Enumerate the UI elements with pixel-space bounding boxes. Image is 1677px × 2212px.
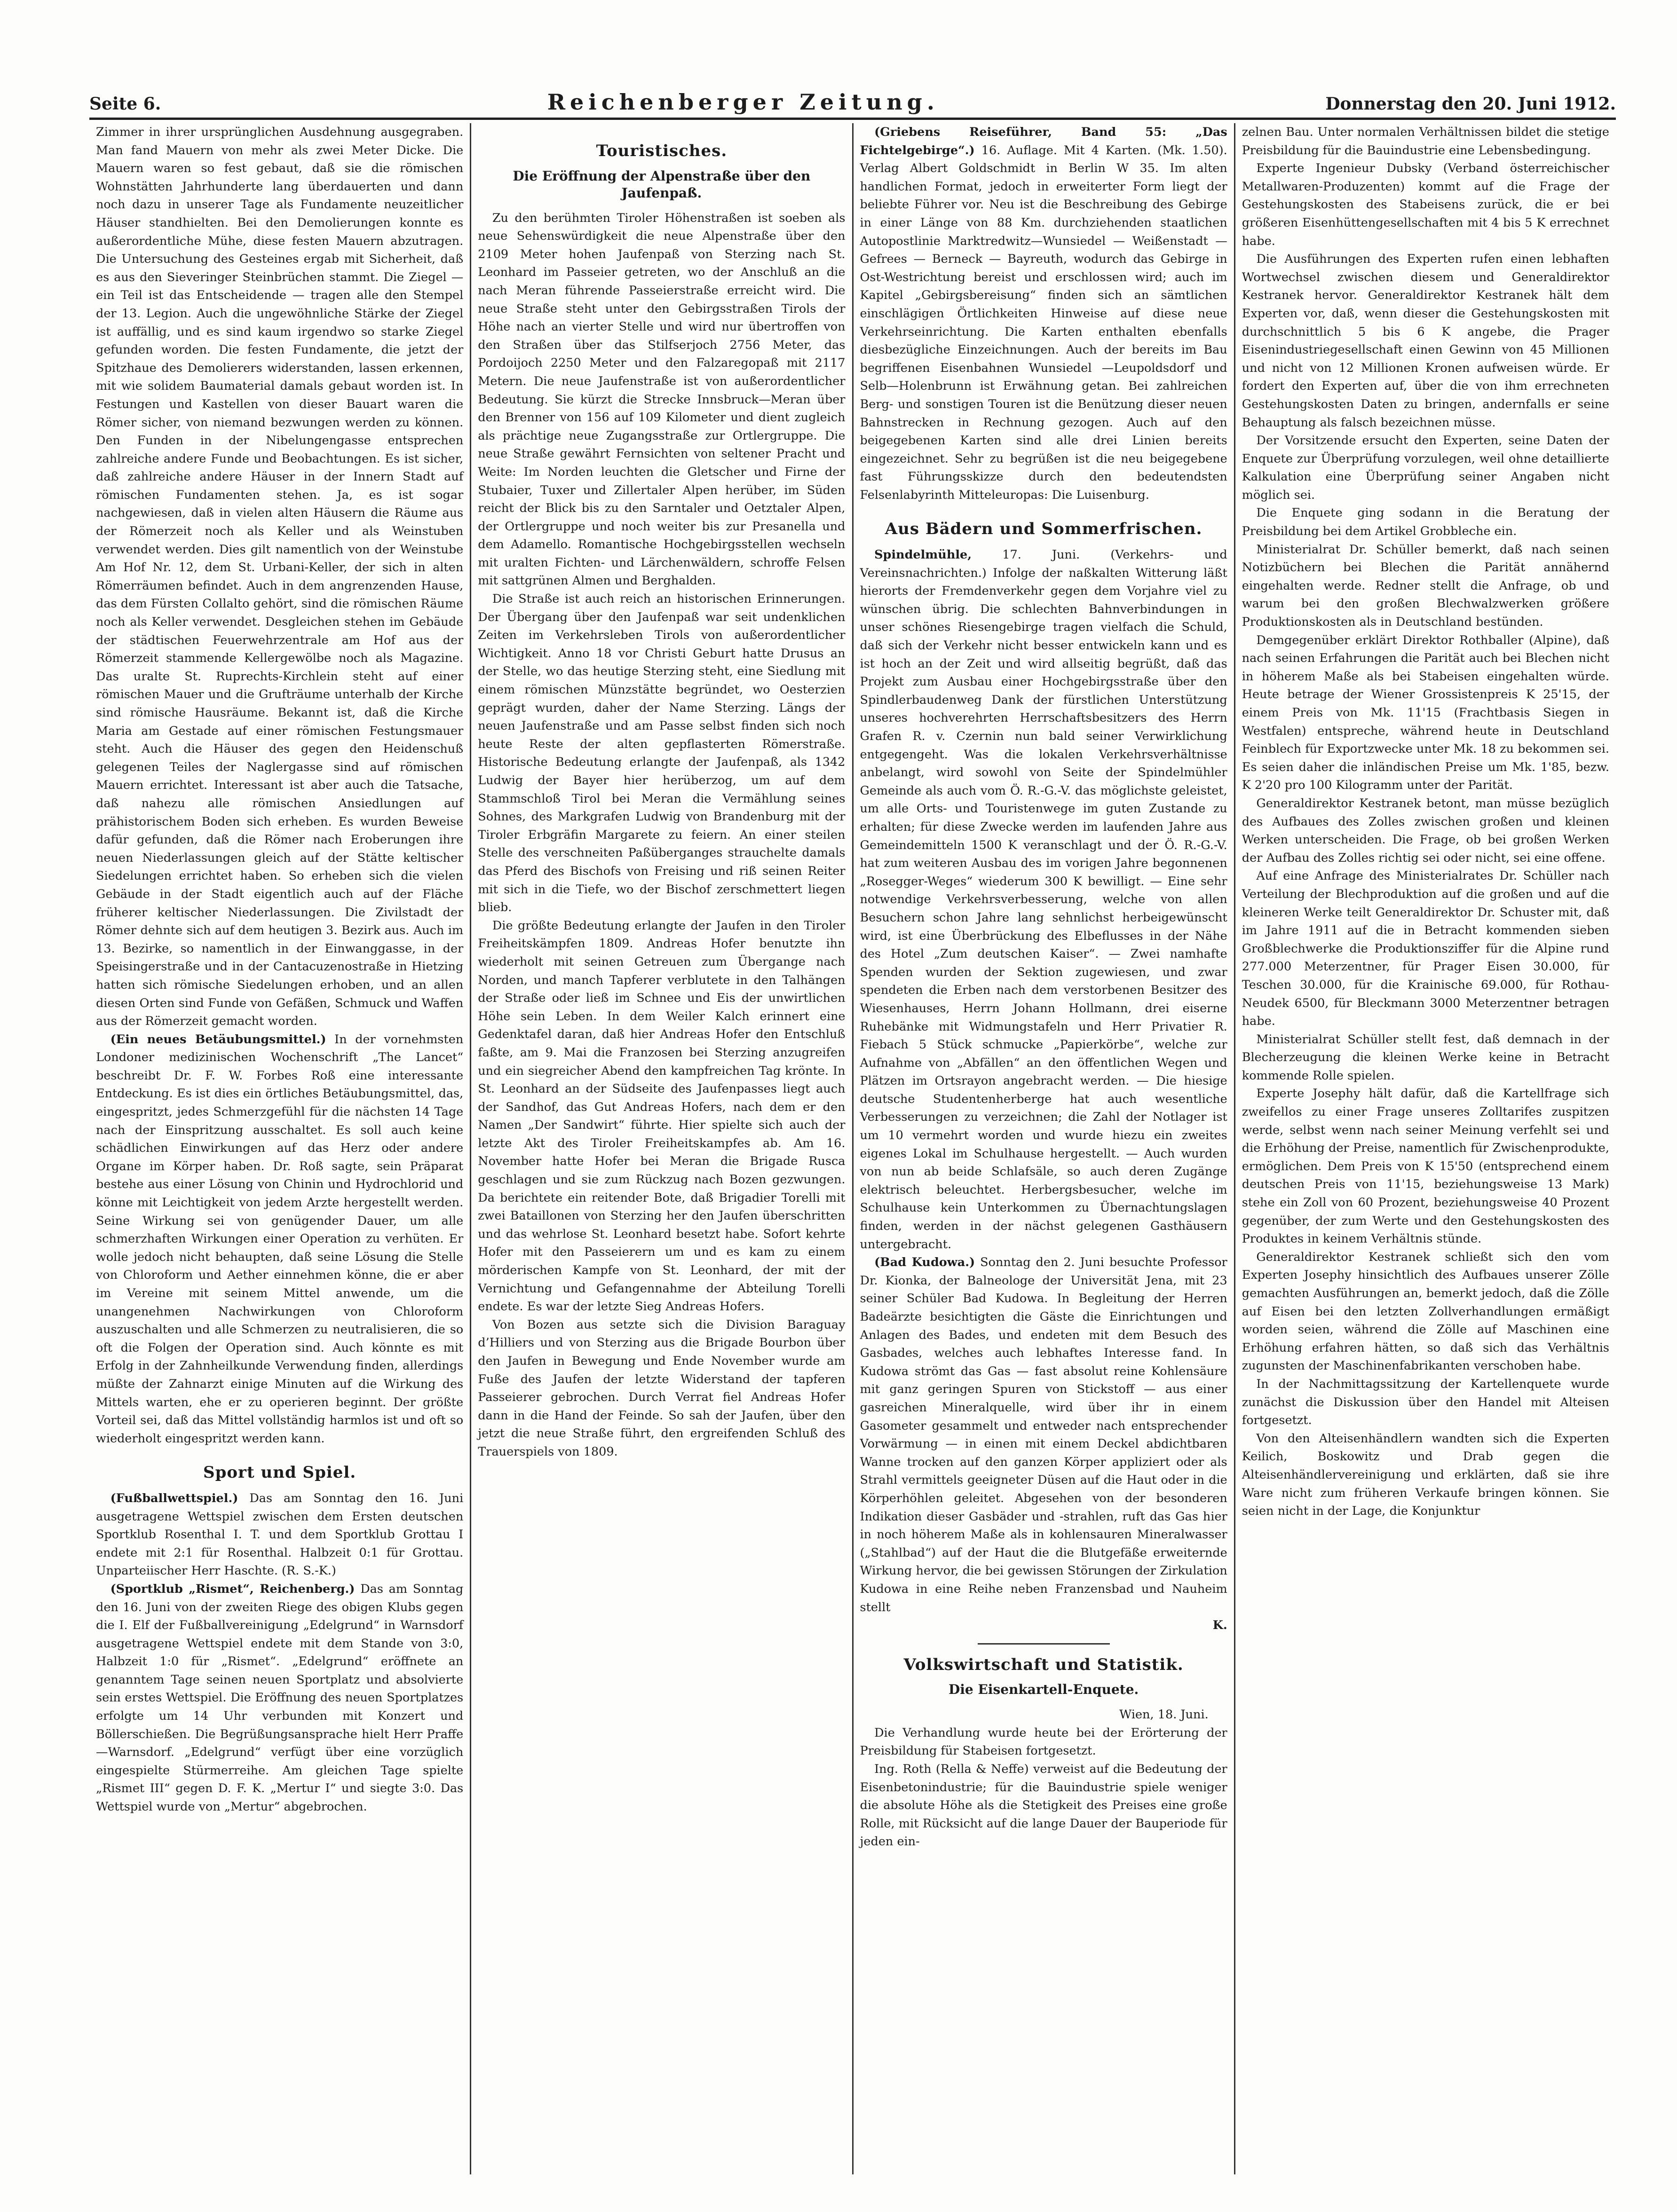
article-roman-finds: Zimmer in ihrer ursprünglichen Ausdehnung ausgegraben. Man fand Mauern von mehr als zwei Meter Dicke. Die Mauern waren so fest gebaut, daß sie die römischen Wohnstätten Jahrhunderte lang überdauerten und dann noch dazu in unserer Tage als Fundamente neuzeitlicher Häuser standhielten. Bei den Demolierungen konnte es außerordentliche Mühe, diese festen Mauern abzutragen. Die Untersuchung des Gesteines ergab mit Sicherheit, daß es aus den Sieveringer Steinbrüchen stammt. Die Ziegel — ein Teil ist das Entscheidende — tragen alle den Stempel der 13. Legion. Auch die ungewöhnliche Stärke der Ziegel ist auffällig, und es sind kaum irgendwo so starke Ziegel gefunden worden. Die festen Fundamente, die jetzt der Spitzhaue des Demolierers widerstanden, lassen erkennen, mit wie solidem Baumaterial damals gebaut worden ist. In Festungen und Kastellen von dieser Bauart waren die Römer sicher, von niemand bezwungen werden zu können. Den Funden in der Nibelungengasse entsprechen zahlreiche andere Funde und Beobachtungen. Es ist sicher, daß zahlreiche andere Häuser in der Innern Stadt auf römischen Fundamenten stehen. Ja, es ist sogar nachgewiesen, daß in vielen alten Häusern die Räume aus der Römerzeit noch als Keller und als Weinstuben verwendet werden. Dies gilt namentlich von der Weinstube Am Hof Nr. 12, dem St. Urbani-Keller, der sich in alten Römerräumen befindet. Auch in dem angrenzenden Hause, das dem Fürsten Collalto gehört, sind die römischen Räume noch als Keller verwendet. Desgleichen stehen im Gebäude der städtischen Feuerwehrzentrale am Hof aus der Römerzeit stammende Kellergewölbe noch als Magazine. Das uralte St. Ruprechts-Kirchlein steht auf einer römischen Mauer und die Grufträume unterhalb der Kirche sind römische Hausräume. Bekannt ist, daß die Kirche Maria am Gestade auf einer römischen Festungsmauer steht. Auch die Häuser des gegen den Heidenschuß gelegenen Teiles der Naglergasse sind auf römischen Mauern errichtet. Interessant ist aber auch die Tatsache, daß nahezu alle römischen Ansiedlungen auf prähistorischem Boden sich erheben. Es wurden Beweise dafür gefunden, daß die Römer nach Eroberungen ihre neuen Niederlassungen gleich auf der Stätte keltischer Siedelungen errichtet haben. So erheben sich die vielen Gebäude in der Stadt eigentlich auch auf der Fläche früherer keltischer Niederlassungen. Die Zivilstadt der Römer dehnte sich auf dem heutigen 3. Bezirk aus. Auch im 13. Bezirke, so namentlich in der Einwanggasse, in der Speisingerstraße und in der Cantacuzenostraße in Hietzing hatten sich römische Siedelungen erhoben, und an allen diesen Orten sind Funde von Gefäßen, Schmuck und Waffen aus der Römerzeit gemacht worden.	[96, 125, 464, 1029]
section-economy-heading: Volkswirtschaft und Statistik.	[903, 1655, 1184, 1674]
columns	[89, 123, 1616, 2174]
article-sportklub-body: Das am Sonntag den 16. Juni von der zweiten Riege des obigen Klubs gegen die I. Elf der Fußballvereinigung „Edelgrund“ in Warnsdorf ausgetragene Wettspiel endete mit dem Stande von 3:0, Halbzeit 1:0 für „Rismet“. „Edelgrund“ eröffnete an genanntem Tage seinen neuen Sportplatz und absolvierte sein erstes Wettspiel. Die Eröffnung des neuen Sportplatzes erfolgte um 14 Uhr verbunden mit Konzert und Böllerschießen. Die Begrüßungsansprache hielt Herr Praffe—Warnsdorf. „Edelgrund“ verfügt über eine vorzüglich eingespielte Stürmerreihe. Am gleichen Tage spielte „Rismet III“ gegen D. F. K. „Mertur I“ und siegte 3:0. Das Wettspiel wurde von „Mertur“ abgebrochen.	[96, 1582, 464, 1814]
article-cartel-dateline: Wien, 18. Juni.	[1119, 1708, 1209, 1722]
article-jaufen-p4: Von Bozen aus setzte sich die Division Baraguay d’Hilliers und von Sterzing aus die Brigade Bourbon über den Jaufen in Bewegung und Ende November wurde am Fuße des Jaufen der letzte Widerstand der tapferen Passeierer gebrochen. Durch Verrat fiel Andreas Hofer dann in die Hand der Feinde. So sah der Jaufen, über den jetzt die neue Straße führt, den ergreifenden Schluß des Trauerspiels von 1809.	[478, 1317, 846, 1459]
cartel-cont-p2: Experte Ingenieur Dubsky (Verband österreichischer Metallwaren-Produzenten) kommt auf die Frage der Gestehungskosten des Stabeisens zurück, die er bei größeren Eisenhüttengesellschaften mit 4 bis 5 K errechnet habe.	[1242, 161, 1609, 248]
newspaper-title: Reichenberger Zeitung.	[547, 89, 939, 115]
article-kudowa-signature: K.	[1212, 1618, 1227, 1633]
cartel-cont-p1: zelnen Bau. Unter normalen Verhältnissen bildet die stetige Preisbildung für die Bauindustrie eine Lebensbedingung.	[1242, 125, 1609, 157]
article-football	[96, 1489, 463, 1580]
cartel-cont-p6: Ministerialrat Dr. Schüller bemerkt, daß nach seinen Notizbüchern bei Blechen die Parität annähernd eingehalten werde. Redner stellt die Anfrage, ob und warum bei den großen Blechwalzwerken größere Produktionskosten als in Deutschland bestünden.	[1242, 542, 1609, 630]
article-guidebook	[860, 123, 1227, 504]
article-kudowa	[860, 1253, 1227, 1616]
article-kudowa-heading: (Bad Kudowa.)	[874, 1255, 975, 1270]
article-football-heading: (Fußballwettspiel.)	[110, 1491, 238, 1505]
article-cartel-p1: Die Verhandlung wurde heute bei der Erörterung der Preisbildung für Stabeisen fortgesetzt.	[860, 1725, 1227, 1758]
cartel-cont-p8: Generaldirektor Kestranek betont, man müsse bezüglich des Aufbaues des Zolles zwischen großen und kleinen Werken unterscheiden. Die Frage, ob bei großen Werken der Aufbau des Zolles richtig sei oder nicht, sei eine offene.	[1242, 796, 1609, 865]
cartel-cont-p3: Die Ausführungen des Experten rufen einen lebhaften Wortwechsel zwischen diesem und Generaldirektor Kestranek hervor. Generaldirektor Kestranek hält dem Experten vor, daß, wenn dieser die Gestehungskosten mit durchschnittlich 5 bis 6 K angebe, die Prager Eisenindustriegesellschaft einen Gewinn von 45 Millionen und nicht von 12 Millionen Kronen aufweisen würde. Er fordert den Experten auf, über die von ihm errechneten Gestehungskosten Daten zu bringen, andernfalls er seine Behauptung als falsch bezeichnen müsse.	[1242, 252, 1609, 430]
column-2	[470, 123, 852, 2174]
section-spas-heading: Aus Bädern und Sommerfrischen.	[885, 520, 1202, 539]
article-sportklub-heading: (Sportklub „Rismet“, Reichenberg.)	[110, 1582, 355, 1596]
page-number: Seite 6.	[89, 94, 161, 114]
article-cartel-headline: Die Eisenkartell-Enquete.	[948, 1682, 1139, 1698]
article-spindelmuehle-body: 17. Juni. (Verkehrs- und Vereinsnachrichten.) Infolge der naßkalten Witterung läßt hierorts der Fremdenverkehr gegen dem Vorjahre viel zu wünschen übrig. Die schlechten Bahnverbindungen in unser schönes Riesengebirge tragen vielfach die Schuld, daß sich der Verkehr nicht besser entwickeln kann und es ist hoch an der Zeit und wird allseitig begrüßt, daß das Projekt zum Ausbau einer Hochgebirgsstraße über den Spindlerbaudenweg Dank der fürstlichen Unterstützung unseres hochverehrten Herrschaftsbesitzers des Herrn Grafen R. v. Czernin nun bald seiner Verwirklichung entgegengeht. Was die lokalen Verkehrsverhältnisse anbelangt, wird sowohl von Seite der Spindelmühler Gemeinde als auch vom Ö. R.-G.-V. das möglichste geleistet, um alle Orts- und Touristenwege im guten Zustande zu erhalten; für diese Zwecke werden im laufenden Jahre aus Gemeindemitteln 1500 K veranschlagt und der Ö. R.-G.-V. hat zum weiteren Ausbau des im vorigen Jahre begonnenen „Rosegger-Weges“ wiederum 300 K bewilligt. — Eine sehr notwendige Verkehrsverbesserung, welche von allen Besuchern schon Jahre lang sehnlichst herbeigewünscht wird, ist eine Überbrückung des Elbeflusses in der Nähe des Hotel „Zum deutschen Kaiser“. — Zwei namhafte Spenden wurden der Sektion zugewiesen, und zwar spendeten die Erben nach dem verstorbenen Besitzer des Wiesenhauses, Herrn Johann Hollmann, drei eiserne Ruhebänke mit Widmungstafeln und Herr Privatier R. Fiebach 5 Stück schmucke „Papierkörbe“, welche zur Aufnahme von „Abfällen“ an den öffentlichen Wegen und Plätzen im Ortsrayon angebracht werden. — Die hiesige deutsche Studentenherberge hat auch wesentliche Verbesserungen zu verzeichnen; die Zahl der Notlager ist um 10 vermehrt worden und wurde hiezu ein zweites eigenes Lokal im Schulhause hergestellt. — Auch wurden von nun ab beide Schlafsäle, so auch deren Zugänge elektrisch beleuchtet. Herbergsbesucher, welche im Schulhause kein Unterkommen zu Übernachtungslagen finden, werden in der nächst gelegenen Gasthäusern untergebracht.	[860, 548, 1227, 1252]
article-anesthetic	[96, 1031, 463, 1448]
cartel-cont-p13: In der Nachmittagssitzung der Kartellenquete wurde zunächst die Diskussion über den Handel mit Alteisen fortgesetzt.	[1242, 1377, 1609, 1428]
article-cartel-p2: Ing. Roth (Rella & Neffe) verweist auf die Bedeutung der Eisenbetonindustrie; für die Bauindustrie spiele weniger die absolute Höhe als die Stetigkeit des Preises eine große Rolle, mit Rücksicht auf die lange Dauer der Bauperiode für jeden ein-	[860, 1762, 1227, 1849]
column-4	[1234, 123, 1616, 2174]
section-sport-heading: Sport und Spiel.	[203, 1463, 356, 1482]
cartel-cont-p12: Generaldirektor Kestranek schließt sich den vom Experten Josephy hinsichtlich des Aufbaues unserer Zölle gemachten Ausführungen an, bemerkt jedoch, daß die Zölle auf Eisen bei den letzten Zollverhandlungen ermäßigt worden seien, während die Zölle auf Maschinen eine Erhöhung erfahren hätten, so daß sich das Verhältnis zugunsten der Maschinenfabrikanten verschoben habe.	[1242, 1250, 1609, 1373]
article-jaufen-p2: Die Straße ist auch reich an historischen Erinnerungen. Der Übergang über den Jaufenpaß war seit undenklichen Zeiten im Verkehrsleben Tirols von außerordentlicher Wichtigkeit. Anno 18 vor Christi Geburt hatte Drusus an der Stelle, wo das heutige Sterzing steht, eine Siedlung mit einem römischen Münzstätte begründet, wo Oesterzien geprägt wurden, daher der Name Sterzing. Längs der neuen Jaufenstraße und am Passe selbst finden sich noch heute Reste der alten gepflasterten Römerstraße. Historische Bedeutung erlangte der Jaufenpaß, als 1342 Ludwig der Bayer hier herüberzog, um auf dem Stammschloß Tirol bei Meran die Vermählung seines Sohnes, des Markgrafen Ludwig von Brandenburg mit der Tiroler Erbgräfin Margarete zu feiern. An einer steilen Stelle des verschneiten Paßüberganges strauchelte damals das Pferd des Bischofs von Freising und riß seinen Reiter mit sich in die Tiefe, wo der Bischof zerschmettert liegen blieb.	[478, 592, 846, 915]
section-divider	[978, 1643, 1110, 1645]
article-jaufen-p1: Zu den berühmten Tiroler Höhenstraßen ist soeben als neue Sehenswürdigkeit die neue Alpenstraße über den 2109 Meter hohen Jaufenpaß von Sterzing nach St. Leonhard im Passeier getreten, wo der Anschluß an die nach Meran führende Passeierstraße erreicht wird. Die neue Straße steht unter den Gebirgsstraßen Tirols der Höhe nach an vierter Stelle und wird nur übertroffen von den Straßen über das Stilfserjoch 2756 Meter, das Pordoijoch 2250 Meter und den Falzaregopaß mit 2117 Metern. Die neue Jaufenstraße ist von außerordentlicher Bedeutung. Sie kürzt die Strecke Innsbruck—Meran über den Brenner von 156 auf 109 Kilometer und dient zugleich als prächtige neue Zugangsstraße zur Ortlergruppe. Die neue Straße gewährt Fernsichten von seltener Pracht und Weite: Im Norden leuchten die Gletscher und Firne der Stubaier, Tuxer und Zillertaler Alpen herüber, im Süden reicht der Blick bis zu den Sarntaler und Oetztaler Alpen, der Ortlergruppe und noch weiter bis zur Presanella und dem Adamello. Romantische Hochgebirgsstellen wechseln mit uralten Fichten- und Lärchenwäldern, schroffe Felsen mit sattgrünen Almen und Berghalden.	[478, 211, 846, 588]
article-kudowa-body: Sonntag den 2. Juni besuchte Professor Dr. Kionka, der Balneologe der Universität Jena, mit 23 seiner Schüler Bad Kudowa. In Begleitung der Herren Badeärzte besichtigten die Gäste die Einrichtungen und Anlagen des Bades, und endeten mit dem Besuch des Gasbades, welches auch lebhaftes Interesse fand. In Kudowa strömt das Gas — fast absolut reine Kohlensäure mit ganz geringen Spuren von Stickstoff — aus einer gasreichen Mineralquelle, wird über ihr in einem Gasometer gesammelt und entweder nach entsprechender Vorwärmung — in einen mit einem Deckel abdichtbaren Wanne trocken auf den ganzen Körper appliziert oder als Strahl vermittels geeigneter Düsen auf die Haut oder in die Körperhöhlen geleitet. Abgesehen von der besonderen Indikation dieser Gasbäder und -strahlen, ruft das Gas hier in noch höherem Maße als in kohlensauren Mineralwasser („Stahlbad“) auf der Haut die die Blutgefäße erweiternde Wirkung hervor, die bei gewissen Störungen der Zirkulation Kudowa in eine Reihe neben Franzensbad und Nauheim stellt	[860, 1255, 1227, 1614]
article-spindelmuehle	[860, 546, 1227, 1253]
article-jaufen-p3: Die größte Bedeutung erlangte der Jaufen in den Tiroler Freiheitskämpfen 1809. Andreas Hofer benutzte ihn wiederholt mit seinen Getreuen zum Übergange nach Norden, und manch Tapferer verblutete in den Talhängen der Straße oder ließ im Schnee und Eis der unwirtlichen Höhe sein Leben. In dem Weiler Kalch erinnert eine Gedenktafel daran, daß hier Andreas Hofer den Entschluß faßte, am 9. Mai die Franzosen bei Sterzing anzugreifen und ein siegreicher Abend den kampfreichen Tag krönte. In St. Leonhard an der Südseite des Jaufenpasses liegt auch der Sandhof, das Gut Andreas Hofers, nach dem er den Namen „Der Sandwirt“ führte. Hier spielte sich auch der letzte Akt des Tiroler Freiheitskampfes ab. Am 16. November hatte Hofer bei Meran die Brigade Rusca geschlagen und sie zum Rückzug nach Bozen gezwungen. Da berichtete ein reitender Bote, daß Brigadier Torelli mit zwei Bataillonen von Sterzing her den Jaufen überschritten und das wehrlose St. Leonhard besetzt habe. Sofort kehrte Hofer mit den Passeierern um und es kam zu einem mörderischen Kampfe von St. Leonhard, der mit der Vernichtung und Gefangennahme der Abteilung Torelli endete. Es war der letzte Sieg Andreas Hofers.	[478, 918, 846, 1314]
issue-date: Donnerstag den 20. Juni 1912.	[1325, 94, 1616, 114]
article-guidebook-body: 16. Auflage. Mit 4 Karten. (Mk. 1.50). Verlag Albert Goldschmidt in Berlin W 35. Im alten handlichen Format, jedoch in erweiterter Form liegt der beliebte Führer vor. Neu ist die Beschreibung des Gebirge in einer Länge von 88 Km. durchziehenden staatlichen Autopostlinie Marktredwitz—Wunsiedel — Weißenstadt — Gefrees — Berneck — Bayreuth, wodurch das Gebirge in Ost-Westrichtung bereist und erschlossen wird; auch im Kapitel „Gebirgsbereisung“ finden sich an sämtlichen einschlägigen Örtlichkeiten Hinweise auf diese neue Verkehrseinrichtung. Die Karten enthalten ebenfalls diesbezügliche Einzeichnungen. Auch der bereits im Bau begriffenen Eisenbahnen Wunsiedel —Leupoldsdorf und Selb—Holenbrunn ist Erwähnung getan. Bei zahlreichen Berg- und sonstigen Touren ist die Benützung dieser neuen Bahnstrecken in Rechnung gezogen. Auch auf den beigegebenen Karten sind alle drei Linien bereits eingezeichnet. Sehr zu begrüßen ist die neu beigegebene fast Führungsskizze durch den bedeutendsten Felsenlabyrinth Mitteleuropas: Die Luisenburg.	[860, 143, 1227, 502]
cartel-cont-p14: Von den Alteisenhändlern wandten sich die Experten Keilich, Boskowitz und Drab gegen die Alteisenhändlervereinigung und erklärten, daß sie ihre Ware nicht zum früheren Verkaufe bringen können. Sie seien nicht in der Lage, die Konjunktur	[1242, 1431, 1609, 1519]
cartel-cont-p5: Die Enquete ging sodann in die Beratung der Preisbildung bei dem Artikel Grobbleche ein.	[1242, 506, 1609, 539]
cartel-cont-p9: Auf eine Anfrage des Ministerialrates Dr. Schüller nach Verteilung der Blechproduktion auf die großen und auf die kleineren Werke teilt Generaldirektor Dr. Schuster mit, daß im Jahre 1911 auf die in Betracht kommenden sieben Großblechwerke die Produktionsziffer für die Alpine rund 277.000 Meterzentner, für Prager Eisen 30.000, für Teschen 30.000, für die Krainische 69.000, für Rothau-Neudek 6500, für Bleckmann 3000 Meterzentner betragen habe.	[1242, 869, 1609, 1029]
section-tourism-heading: Touristisches.	[596, 142, 728, 160]
cartel-cont-p10: Ministerialrat Schüller stellt fest, daß demnach in der Blecherzeugung die kleinen Werke keine in Betracht kommende Rolle spielen.	[1242, 1032, 1609, 1083]
article-jaufen-headline: Die Eröffnung der Alpenstraße über den Jaufenpaß.	[513, 168, 811, 201]
column-1	[89, 123, 470, 2174]
cartel-cont-p7: Demgegenüber erklärt Direktor Rothballer (Alpine), daß nach seinen Erfahrungen die Parität auch bei Blechen nicht in höherem Maße als bei Stabeisen eingehalten würde. Heute betrage der Wiener Grossistenpreis K 25'15, der einem Preis von Mk. 11'15 (Frachtbasis Siegen in Westfalen) entspreche, während heute in Deutschland Feinblech für Exportzwecke unter Mk. 18 zu bekommen sei. Es seien daher die inländischen Preise um Mk. 1'85, bezw. K 2'20 pro 100 Kilogramm unter der Parität.	[1242, 633, 1609, 793]
article-spindelmuehle-heading: Spindelmühle,	[874, 548, 972, 562]
article-anesthetic-heading: (Ein neues Betäubungsmittel.)	[110, 1032, 326, 1047]
column-3	[852, 123, 1234, 2174]
article-football-body: Das am Sonntag den 16. Juni ausgetragene Wettspiel zwischen dem Ersten deutschen Sportklub Rosenthal I. T. und dem Sportklub Grottau I endete mit 2:1 für Rosenthal. Halbzeit 0:1 für Grottau. Unparteiischer Herr Haschte. (R. S.-K.)	[96, 1491, 464, 1578]
article-guidebook-heading: (Griebens Reiseführer, Band 55: „Das Fichtelgebirge“.)	[860, 125, 1227, 157]
cartel-cont-p4: Der Vorsitzende ersucht den Experten, seine Daten der Enquete zur Überprüfung vorzulegen, weil ohne detaillierte Kalkulation eine Überprüfung seiner Angaben nicht möglich sei.	[1242, 433, 1609, 502]
masthead	[89, 89, 1616, 120]
cartel-cont-p11: Experte Josephy hält dafür, daß die Kartellfrage sich zweifellos zu einer Frage unseres Zolltarifes zuspitzen werde, selbst wenn nach seiner Meinung verfehlt sei und die Erhöhung der Preise, namentlich für Zwischenprodukte, ermöglichen. Dem Preis von K 15'50 (entsprechend einem deutschen Preis von 11'15, beziehungsweise 13 Mark) stehe ein Zoll von 60 Prozent, beziehungsweise 40 Prozent gegenüber, der zum Werte und den Gestehungskosten des Produktes in keinem Verhältnis stünde.	[1242, 1086, 1609, 1246]
article-anesthetic-body: In der vornehmsten Londoner medizinischen Wochenschrift „The Lancet“ beschreibt Dr. F. W. Forbes Roß eine interessante Entdeckung. Es ist dies ein örtliches Betäubungsmittel, das, eingespritzt, jedes Schmerzgefühl für die nächsten 14 Tage nach der Einspritzung ausschaltet. Es soll auch keine schädlichen Einwirkungen auf das Herz oder andere Organe im Körper haben. Dr. Roß sagte, sein Präparat bestehe aus einer Lösung von Chinin und Hydrochlorid und könne mit Leichtigkeit von jedem Arzte hergestellt werden. Seine Wirkung sei von genügender Dauer, um alle schmerzhaften Wirkungen einer Operation zu verhüten. Er wolle jedoch nicht behaupten, daß seine Lösung die Stelle von Chloroform und Aether einnehmen könne, die er aber im Vereine mit seinem Mittel anwende, um die unangenehmen Nachwirkungen von Chloroform auszuschalten und alle Schmerzen zu neutralisieren, die so oft die Folgen der Operation sind. Auch könnte es mit Erfolg in der Zahnheilkunde Verwendung finden, allerdings müßte der Zahnarzt einige Minuten auf die Wirkung des Mittels warten, ehe er zu operieren beginnt. Der größte Vorteil sei, daß das Mittel vollständig harmlos ist und oft so wiederholt eingespritzt werden kann.	[96, 1032, 464, 1446]
article-sportklub	[96, 1580, 463, 1816]
